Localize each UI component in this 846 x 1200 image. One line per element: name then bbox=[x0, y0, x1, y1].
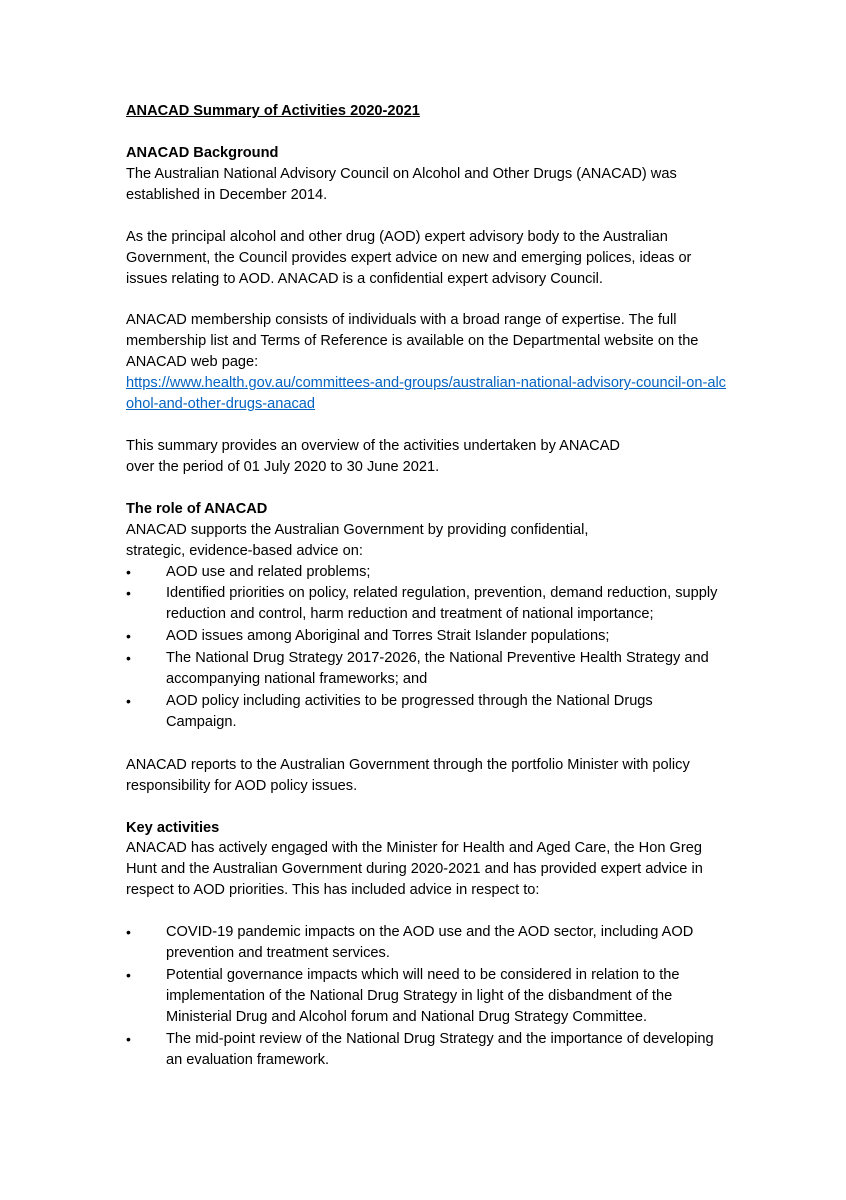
list-item-text: Identified priorities on policy, related regulation, prevention, demand reduction, supply reduction and control, harm reduction and treatment of national importance; bbox=[166, 585, 718, 623]
list-item bbox=[126, 1029, 726, 1071]
list-item bbox=[126, 922, 726, 964]
list-item bbox=[126, 583, 726, 625]
role-intro-line-1: ANACAD supports the Australian Government by providing confidential, bbox=[126, 521, 589, 538]
bullet-icon: • bbox=[126, 924, 131, 941]
summary-line-1: This summary provides an overview of the activities undertaken by ANACAD bbox=[126, 437, 620, 454]
bullet-icon: • bbox=[126, 692, 131, 709]
summary-paragraph bbox=[126, 436, 726, 478]
spacer bbox=[126, 797, 726, 818]
role-heading: The role of ANACAD bbox=[126, 500, 268, 517]
spacer bbox=[126, 122, 726, 143]
background-paragraph-1: The Australian National Advisory Council on Alcohol and Other Drugs (ANACAD) was established in December 2014. bbox=[126, 165, 677, 203]
list-item-text: AOD use and related problems; bbox=[166, 563, 371, 580]
key-activities-section bbox=[126, 818, 726, 1071]
list-item-text: The mid-point review of the National Drug Strategy and the importance of developing an evaluation framework. bbox=[166, 1030, 714, 1068]
role-bullet-list bbox=[126, 562, 726, 733]
role-intro-line-2: strategic, evidence-based advice on: bbox=[126, 542, 363, 559]
spacer bbox=[126, 478, 726, 499]
bullet-icon: • bbox=[126, 563, 131, 580]
list-item-text: AOD issues among Aboriginal and Torres Strait Islander populations; bbox=[166, 628, 610, 645]
role-section bbox=[126, 499, 726, 797]
summary-line-2: over the period of 01 July 2020 to 30 June 2021. bbox=[126, 458, 440, 475]
list-item bbox=[126, 626, 726, 647]
anacad-webpage-link[interactable]: https://www.health.gov.au/committees-and-groups/australian-national-advisory-council-on-alcohol-and-other-drugs-anacad bbox=[126, 375, 726, 413]
background-paragraph-2: As the principal alcohol and other drug (AOD) expert advisory body to the Australian Government, the Council provides expert advice on new and emerging polices, ideas or issues relating to AOD. ANACAD is a confidential expert advisory Council. bbox=[126, 228, 692, 287]
list-item-text: COVID-19 pandemic impacts on the AOD use and the AOD sector, including AOD prevention and treatment services. bbox=[166, 924, 694, 962]
background-section bbox=[126, 143, 726, 478]
key-activities-bullet-list bbox=[126, 922, 726, 1070]
bullet-icon: • bbox=[126, 1030, 131, 1047]
key-activities-intro: ANACAD has actively engaged with the Minister for Health and Aged Care, the Hon Greg Hunt and the Australian Government during 2020-2021 and has provided expert advice in respect to AOD priorities. This has included advice in respect to: bbox=[126, 840, 703, 899]
bullet-icon: • bbox=[126, 628, 131, 645]
bullet-icon: • bbox=[126, 650, 131, 667]
list-item bbox=[126, 965, 726, 1028]
background-paragraph-3: ANACAD membership consists of individuals with a broad range of expertise. The full membership list and Terms of Reference is available on the Departmental website on the ANACAD web page: bbox=[126, 312, 699, 371]
spacer bbox=[126, 289, 726, 310]
key-activities-heading: Key activities bbox=[126, 819, 220, 836]
bullet-icon: • bbox=[126, 967, 131, 983]
list-item bbox=[126, 562, 726, 583]
role-intro bbox=[126, 520, 726, 562]
spacer bbox=[126, 734, 726, 755]
bullet-icon: • bbox=[126, 585, 131, 602]
list-item bbox=[126, 691, 726, 733]
list-item bbox=[126, 648, 726, 690]
list-item-text: AOD policy including activities to be progressed through the National Drugs Campaign. bbox=[166, 692, 653, 730]
role-reports-paragraph: ANACAD reports to the Australian Government through the portfolio Minister with policy responsibility for AOD policy issues. bbox=[126, 756, 690, 794]
spacer bbox=[126, 206, 726, 227]
spacer bbox=[126, 901, 726, 922]
list-item-text: Potential governance impacts which will need to be considered in relation to the implementation of the National Drug Strategy in light of the disbandment of the Ministerial Drug and Alcohol forum and National Drug Strategy Committee. bbox=[166, 967, 680, 1025]
spacer bbox=[126, 415, 726, 436]
background-heading: ANACAD Background bbox=[126, 145, 279, 161]
document-title: ANACAD Summary of Activities 2020-2021 bbox=[126, 103, 420, 119]
document-page bbox=[126, 101, 726, 1072]
list-item-text: The National Drug Strategy 2017-2026, the National Preventive Health Strategy and accompanying national frameworks; and bbox=[166, 650, 709, 688]
